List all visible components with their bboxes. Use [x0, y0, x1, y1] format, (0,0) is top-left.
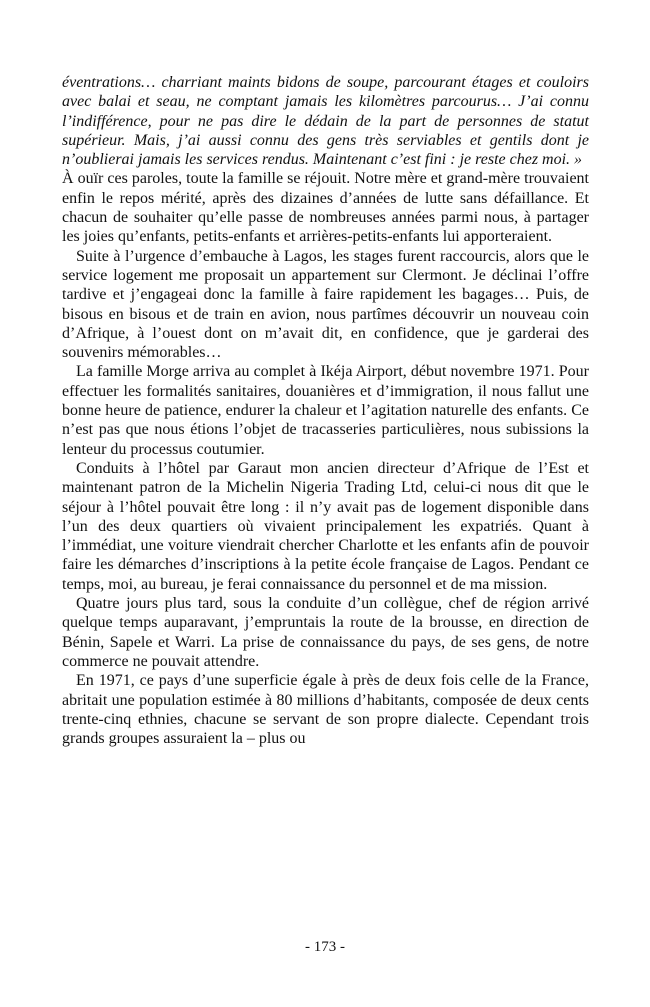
- page-number: - 173 -: [305, 939, 345, 955]
- paragraph: Conduits à l’hôtel par Garaut mon ancien directeur d’Afrique de l’Est et maintenant patron de la Michelin Nigeria Trading Ltd, celui-ci nous dit que le séjour à l’hôtel pouvait être long : il n’y avait pas de logement disponible dans l’un des deux quartiers où vivaient principalement les expatriés. Quant à l’immédiat, une voiture viendrait chercher Charlotte et les enfants afin de pouvoir faire les démarches d’inscriptions à la petite école française de Lagos. Pendant ce temps, moi, au bureau, je ferai connaissance du personnel et de ma mission.: [62, 459, 589, 593]
- italic-quote: éventrations… charriant maints bidons de soupe, parcourant étages et couloirs avec balai et seau, ne comptant jamais les kilomètres parcourus… J’ai connu l’indifférence, pour ne pas dire le dédain de la part de personnes de statut supérieur. Mais, j’ai aussi connu des gens très serviables et gentils dont je n’oublierai jamais les services rendus. Maintenant c’est fini : je reste chez moi. »: [62, 74, 589, 169]
- page-body: [62, 73, 589, 748]
- paragraph: La famille Morge arriva au complet à Ikéja Airport, début novembre 1971. Pour effectuer les formalités sanitaires, douanières et d’immigration, il nous fallut une bonne heure de patience, endurer la chaleur et l’agitation naturelle des enfants. Ce n’est pas que nous étions l’objet de tracasseries particulières, nous subissions la lenteur du processus coutumier.: [62, 363, 589, 458]
- paragraph: Quatre jours plus tard, sous la conduite d’un collègue, chef de région arrivé quelque temps auparavant, j’empruntais la route de la brousse, en direction de Bénin, Sapele et Warri. La prise de connaissance du pays, de ses gens, de notre commerce ne pouvait attendre.: [62, 595, 589, 670]
- paragraph: À ouïr ces paroles, toute la famille se réjouit. Notre mère et grand-mère trouvaient enfin le repos mérité, après des dizaines d’années de lutte sans défaillance. Et chacun de souhaiter qu’elle passe de nombreuses années parmi nous, à partager les joies qu’enfants, petits-enfants et arrières-petits-enfants lui apporteraient.: [62, 170, 589, 246]
- paragraph: En 1971, ce pays d’une superficie égale à près de deux fois celle de la France, abritait une population estimée à 80 millions d’habitants, composée de deux cents trente-cinq ethnies, chacune se servant de son propre dialecte. Cependant trois grands groupes assuraient la – plus ou: [62, 672, 589, 748]
- paragraph: Suite à l’urgence d’embauche à Lagos, les stages furent raccourcis, alors que le service logement me proposait un appartement sur Clermont. Je déclinai l’offre tardive et j’engageai donc la famille à faire rapidement les bagages… Puis, de bisous en bisous et de train en avion, nous partîmes découvrir un nouveau coin d’Afrique, à l’ouest dont on m’avait dit, en confidence, que je garderai des souvenirs mémorables…: [62, 247, 589, 362]
